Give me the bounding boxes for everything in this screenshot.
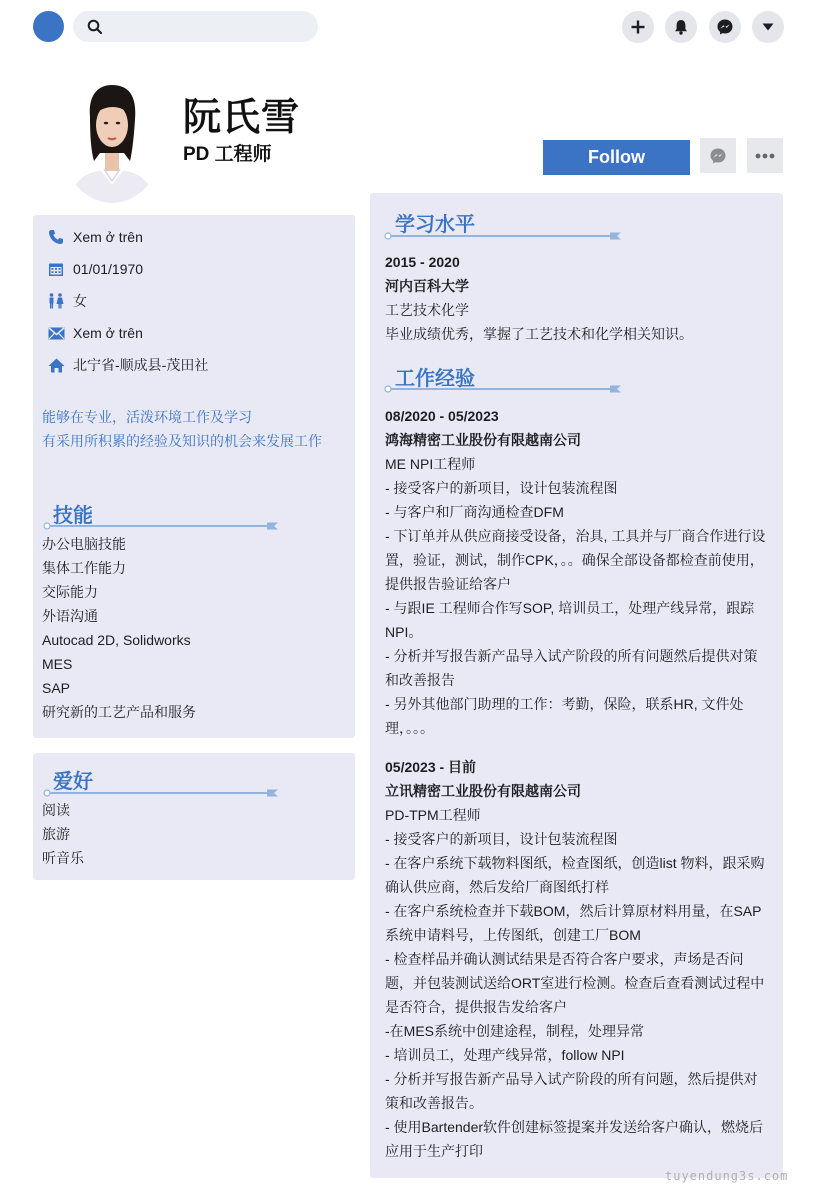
career-objective: 能够在专业，活泼环境工作及学习 有采用所积累的经验及知识的机会来发展工作 bbox=[42, 409, 322, 449]
job-duty: -在MES系统中创建途程，制程，处理异常 bbox=[385, 1023, 644, 1039]
hobby-item: 听音乐 bbox=[42, 850, 84, 866]
skills-divider bbox=[43, 521, 279, 531]
hobbies-panel bbox=[33, 753, 355, 880]
job-duty: - 接受客户的新项目，设计包装流程图 bbox=[385, 831, 618, 847]
hobbies-list bbox=[42, 798, 84, 870]
contact-email-value: Xem ở trên bbox=[73, 325, 143, 341]
job-duty: - 在客户系统检查并下载BOM，然后计算原材料用量，在SAP系统申请料号，上传图纸，创建工厂BOM bbox=[385, 903, 762, 943]
contact-phone-value: Xem ở trên bbox=[73, 229, 143, 245]
profile-title: PD 工程师 bbox=[183, 144, 272, 165]
contact-gender-value: 女 bbox=[73, 293, 87, 309]
contact-email bbox=[47, 323, 143, 343]
education-major: 工艺技术化学 bbox=[385, 302, 469, 318]
home-icon bbox=[47, 356, 65, 374]
job-duty: - 分析并写报告新产品导入试产阶段的所有问题然后提供对策和改善报告 bbox=[385, 648, 758, 688]
job-period: 05/2023 - 目前 bbox=[385, 759, 477, 775]
job-period: 08/2020 - 05/2023 bbox=[385, 408, 499, 424]
hobbies-heading: 爱好 bbox=[53, 771, 93, 793]
job-duty: - 下订单并从供应商接受设备，治具, 工具并与厂商合作进行设置，验证，测试，制作CPK，。。确保全部设备都检查前使用，提供报告验证给客户 bbox=[385, 528, 766, 592]
education-heading: 学习水平 bbox=[395, 214, 475, 236]
job-duty: - 分析并写报告新产品导入试产阶段的所有问题，然后提供对策和改善报告。 bbox=[385, 1071, 758, 1111]
skills-heading: 技能 bbox=[53, 505, 93, 527]
education-school: 河内百科大学 bbox=[385, 278, 469, 294]
more-options-button[interactable] bbox=[747, 138, 783, 173]
skill-item: 办公电脑技能 bbox=[42, 536, 126, 552]
caret-down-icon bbox=[762, 23, 774, 31]
hobbies-divider bbox=[43, 788, 279, 798]
skill-item: Autocad 2D, Solidworks bbox=[42, 632, 191, 648]
skill-item: 交际能力 bbox=[42, 584, 98, 600]
job-duty: - 检查样品并确认测试结果是否符合客户要求，声场是否问题，并包装测试送给ORT室进行检测。检查后查看测试过程中是否符合，提供报告发给客户 bbox=[385, 951, 765, 1015]
skill-item: 研究新的工艺产品和服务 bbox=[42, 704, 196, 720]
follow-button[interactable]: Follow bbox=[543, 140, 690, 175]
contact-gender bbox=[47, 291, 87, 311]
job-entry bbox=[385, 404, 770, 740]
education-note: 毕业成绩优秀，掌握了工艺技术和化学相关知识。 bbox=[385, 326, 693, 342]
notifications-button[interactable] bbox=[665, 11, 697, 43]
hobby-item: 阅读 bbox=[42, 802, 70, 818]
watermark: tuyendung3s.com bbox=[665, 1169, 789, 1183]
profile-photo bbox=[60, 73, 164, 203]
job-duty: - 使用Bartender软件创建标签提案并发送给客户确认，燃烧后应用于生产打印 bbox=[385, 1119, 764, 1159]
experience-heading: 工作经验 bbox=[395, 368, 475, 390]
gender-icon bbox=[47, 292, 65, 310]
skill-item: 集体工作能力 bbox=[42, 560, 126, 576]
job-duty: - 与跟IE 工程师合作写SOP, 培训员工，处理产线异常，跟踪NPI。 bbox=[385, 600, 755, 640]
job-company: 立讯精密工业股份有限越南公司 bbox=[385, 783, 581, 799]
skills-list bbox=[42, 532, 196, 724]
job-entry bbox=[385, 755, 770, 1163]
plus-icon bbox=[631, 20, 645, 34]
contact-address-value: 北宁省-顺成县-茂田社 bbox=[73, 357, 209, 373]
job-duty: - 另外其他部门助理的工作：考勤，保险，联系HR, 文件处理，。。。 bbox=[385, 696, 744, 736]
contact-birthday bbox=[47, 259, 143, 279]
experience-divider bbox=[384, 384, 622, 394]
envelope-icon bbox=[47, 324, 65, 342]
job-duty: - 接受客户的新项目，设计包装流程图 bbox=[385, 480, 618, 496]
job-company: 鸿海精密工业股份有限越南公司 bbox=[385, 432, 581, 448]
home-logo[interactable] bbox=[33, 11, 64, 42]
contact-birthday-value: 01/01/1970 bbox=[73, 261, 144, 277]
messenger-button[interactable] bbox=[709, 11, 741, 43]
contact-skills-panel bbox=[33, 215, 355, 738]
message-button[interactable] bbox=[700, 138, 736, 173]
job-duty: - 在客户系统下载物料图纸，检查图纸，创造list 物料，跟采购确认供应商，然后发给厂商图纸打样 bbox=[385, 855, 765, 895]
messenger-icon bbox=[716, 18, 734, 36]
search-input[interactable] bbox=[73, 11, 318, 42]
create-button[interactable] bbox=[622, 11, 654, 43]
education-experience-panel bbox=[370, 193, 783, 1178]
skill-item: MES bbox=[42, 656, 73, 672]
job-role: ME NPI工程师 bbox=[385, 456, 476, 472]
messenger-icon bbox=[709, 147, 727, 165]
more-icon bbox=[755, 153, 775, 159]
search-icon bbox=[87, 19, 103, 35]
account-menu-button[interactable] bbox=[752, 11, 784, 43]
education-divider bbox=[384, 231, 622, 241]
education-period: 2015 - 2020 bbox=[385, 254, 460, 270]
job-duty: - 培训员工，处理产线异常，follow NPI bbox=[385, 1047, 625, 1063]
job-duty: - 与客户和厂商沟通检查DFM bbox=[385, 504, 564, 520]
contact-address bbox=[47, 355, 208, 375]
phone-icon bbox=[47, 228, 65, 246]
contact-phone bbox=[47, 227, 143, 247]
hobby-item: 旅游 bbox=[42, 826, 70, 842]
job-role: PD-TPM工程师 bbox=[385, 807, 481, 823]
skill-item: 外语沟通 bbox=[42, 608, 98, 624]
profile-name: 阮氏雪 bbox=[183, 97, 301, 139]
skill-item: SAP bbox=[42, 680, 71, 696]
bell-icon bbox=[674, 19, 688, 35]
calendar-icon bbox=[47, 260, 65, 278]
education-entry bbox=[385, 250, 770, 346]
